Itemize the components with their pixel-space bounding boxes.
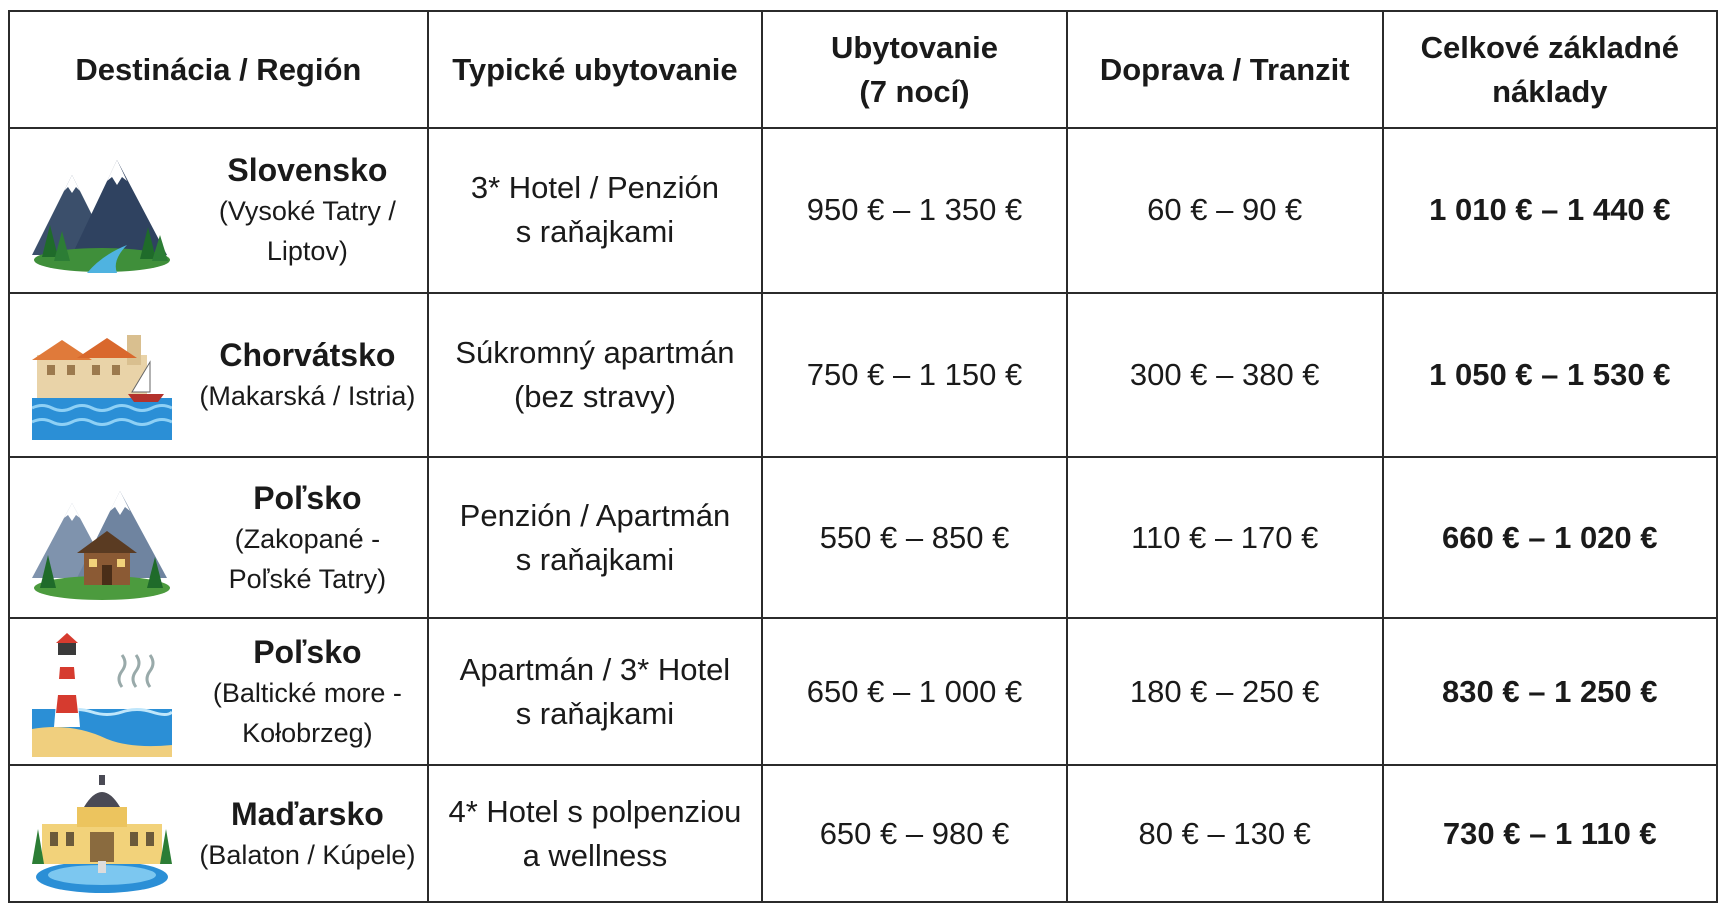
destination-cell — [9, 765, 428, 902]
accommodation-type-line1: Apartmán / 3* Hotel — [459, 651, 731, 687]
accommodation-cost-cell: 550 € – 850 € — [762, 457, 1067, 619]
destination-name: Poľsko — [253, 633, 362, 670]
total-cost-cell: 1 010 € – 1 440 € — [1383, 128, 1717, 293]
total-cost-cell: 730 € – 1 110 € — [1383, 765, 1717, 902]
destination-region-line1: (Vysoké Tatry / — [218, 196, 396, 227]
accommodation-cost-cell: 650 € – 1 000 € — [762, 618, 1067, 765]
accommodation-type-cell — [428, 457, 762, 619]
total-cost-cell: 660 € – 1 020 € — [1383, 457, 1717, 619]
total-cost-cell: 830 € – 1 250 € — [1383, 618, 1717, 765]
transport-cost-cell: 60 € – 90 € — [1067, 128, 1383, 293]
table-row — [9, 618, 1717, 765]
mountain-cabin-icon — [32, 473, 172, 603]
transport-cost-cell: 300 € – 380 € — [1067, 293, 1383, 457]
coastal-town-sailboat-icon — [32, 310, 172, 440]
destination-region-line1: (Baltické more - — [212, 677, 402, 708]
header-destination: Destinácia / Región — [9, 11, 428, 128]
accommodation-cost-cell: 750 € – 1 150 € — [762, 293, 1067, 457]
destination-name: Slovensko — [227, 152, 388, 189]
spa-palace-fountain-icon — [32, 769, 172, 899]
destination-region-line2: Liptov) — [266, 236, 348, 267]
lighthouse-beach-icon — [32, 627, 172, 757]
header-row — [9, 11, 1717, 128]
table-row — [9, 293, 1717, 457]
accommodation-type-line2: s raňajkami — [515, 214, 675, 250]
accommodation-type-line1: Súkromný apartmán — [455, 334, 735, 370]
destination-region-line1: (Balaton / Kúpele) — [199, 839, 416, 870]
table-row — [9, 765, 1717, 902]
accommodation-type-line1: 3* Hotel / Penzión — [470, 170, 720, 206]
transport-cost-cell: 80 € – 130 € — [1067, 765, 1383, 902]
header-accommodation-type: Typické ubytovanie — [428, 11, 762, 128]
header-transport: Doprava / Tranzit — [1067, 11, 1383, 128]
destination-cell — [9, 457, 428, 619]
destination-cell — [9, 128, 428, 293]
accommodation-type-line1: 4* Hotel s polpenziou — [448, 793, 742, 829]
transport-cost-cell: 180 € – 250 € — [1067, 618, 1383, 765]
table-row — [9, 128, 1717, 293]
transport-cost-cell: 110 € – 170 € — [1067, 457, 1383, 619]
cost-table — [8, 10, 1718, 903]
destination-region-line2: Poľské Tatry) — [228, 563, 387, 594]
destination-region-line1: (Zakopané - — [234, 523, 381, 554]
accommodation-type-line2: s raňajkami — [515, 541, 675, 577]
accommodation-cost-cell: 950 € – 1 350 € — [762, 128, 1067, 293]
mountains-lake-icon — [32, 145, 172, 275]
total-cost-cell: 1 050 € – 1 530 € — [1383, 293, 1717, 457]
destination-cell — [9, 618, 428, 765]
destination-cell — [9, 293, 428, 457]
header-accommodation-cost-line2: (7 nocí) — [859, 73, 970, 109]
accommodation-type-cell — [428, 618, 762, 765]
accommodation-type-line2: s raňajkami — [515, 695, 675, 731]
destination-region-line2: Kołobrzeg) — [242, 717, 373, 748]
destination-name: Maďarsko — [230, 795, 384, 832]
table-row — [9, 457, 1717, 619]
accommodation-type-line1: Penzión / Apartmán — [459, 497, 731, 533]
header-total-line1: Celkové základné — [1420, 29, 1680, 65]
destination-name: Poľsko — [253, 479, 362, 516]
accommodation-type-line2: a wellness — [522, 837, 668, 873]
destination-name: Chorvátsko — [219, 336, 396, 373]
accommodation-type-cell — [428, 765, 762, 902]
header-accommodation-cost — [762, 11, 1067, 128]
accommodation-type-cell — [428, 293, 762, 457]
header-total-line2: náklady — [1492, 73, 1608, 109]
accommodation-type-line2: (bez stravy) — [513, 378, 676, 414]
accommodation-cost-cell: 650 € – 980 € — [762, 765, 1067, 902]
header-accommodation-cost-line1: Ubytovanie — [830, 29, 999, 65]
header-total — [1383, 11, 1717, 128]
destination-region-line1: (Makarská / Istria) — [199, 380, 416, 411]
accommodation-type-cell — [428, 128, 762, 293]
